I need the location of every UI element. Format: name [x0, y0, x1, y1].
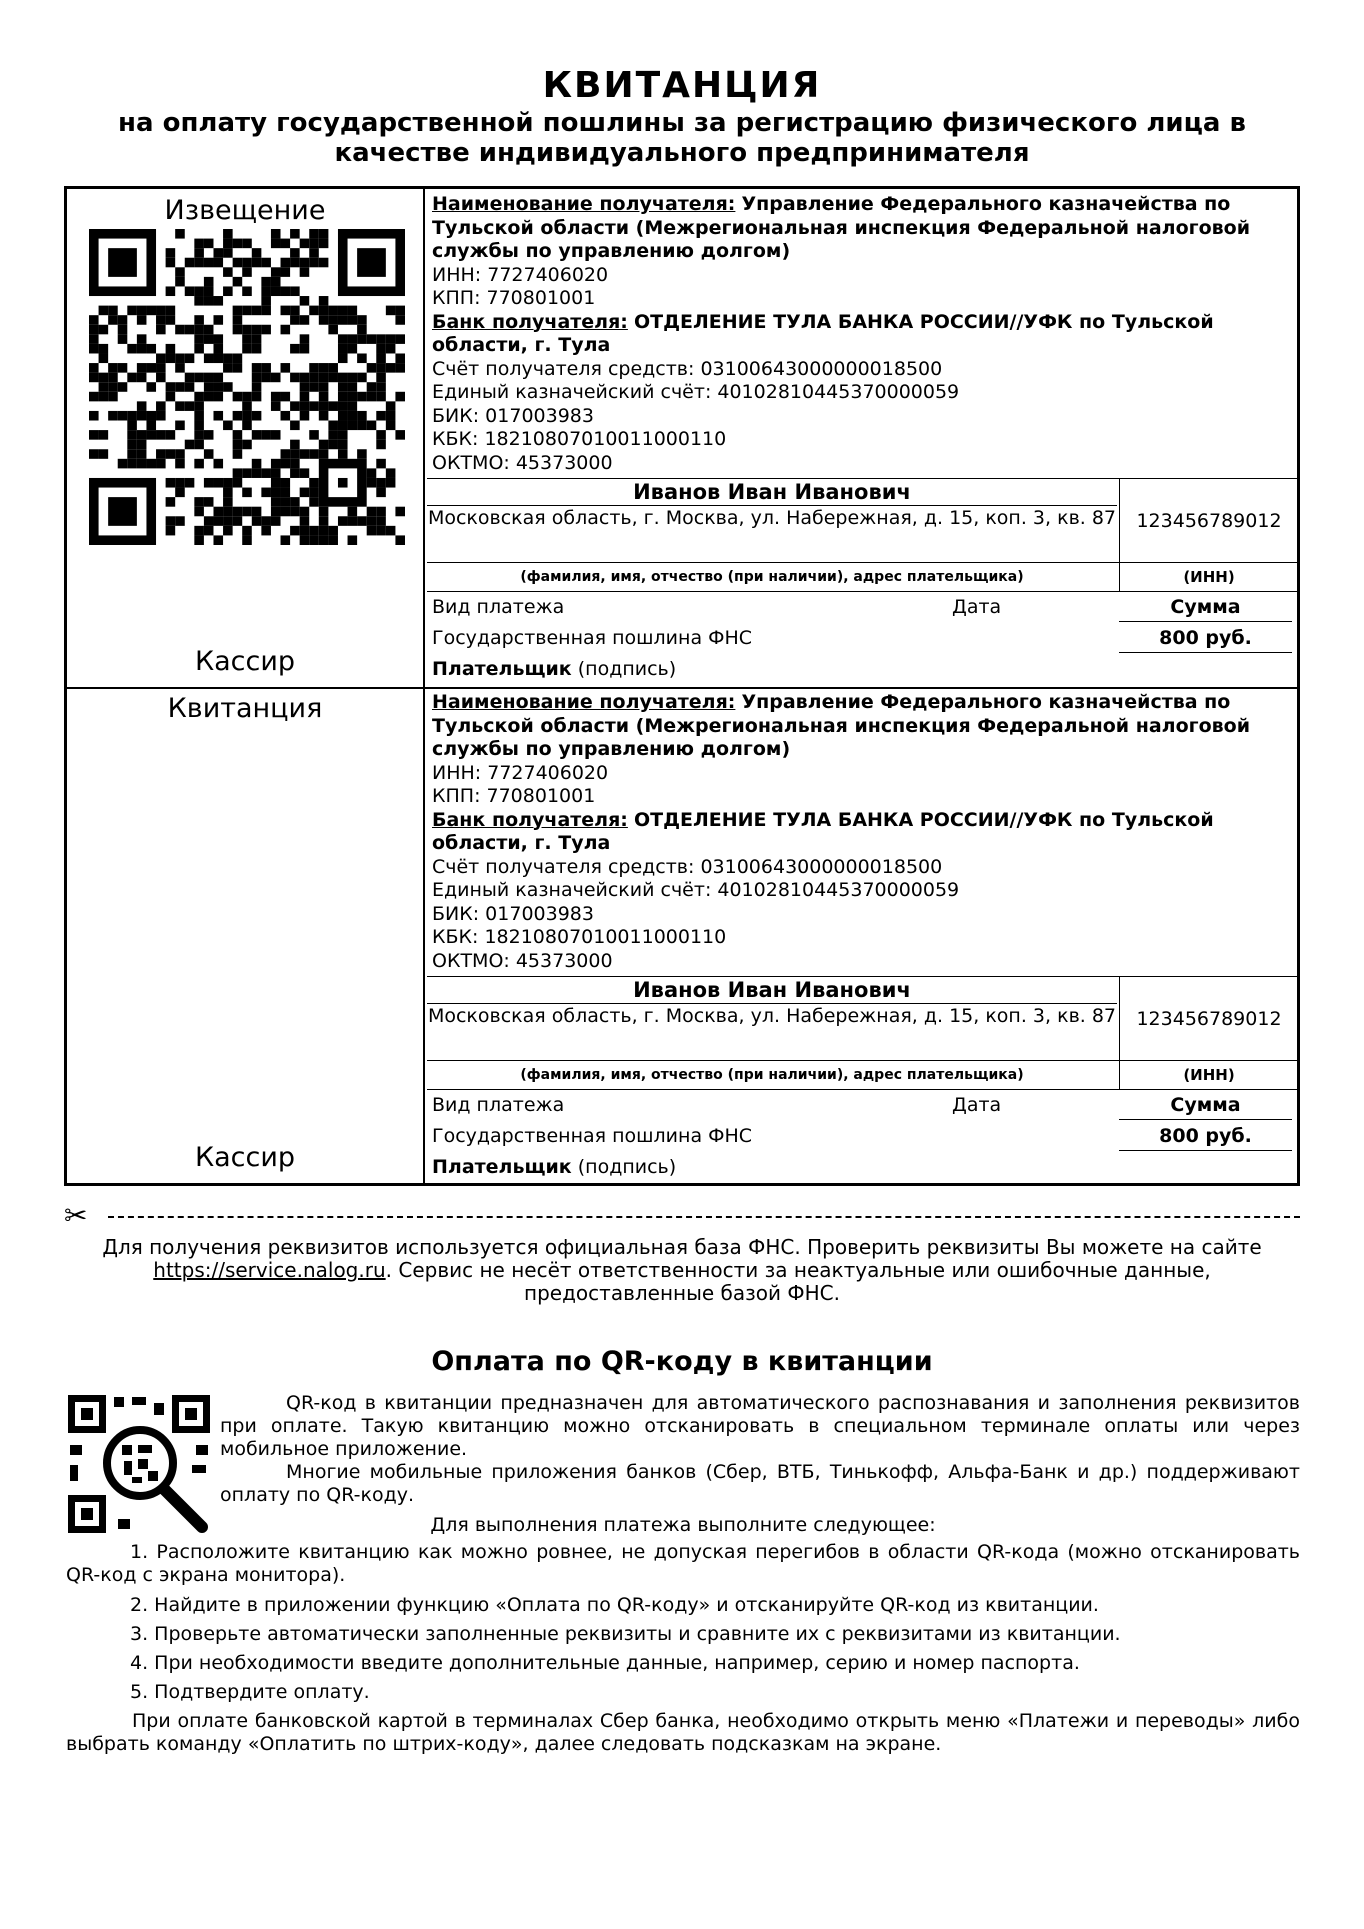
sum-value: 800 руб.	[1159, 627, 1252, 649]
qr-step-4: 4. При необходимости введите дополнительные данные, например, серию и номер паспорта.	[130, 1652, 1080, 1674]
notice-details	[427, 189, 1297, 687]
dashed-line	[108, 1216, 1300, 1218]
qr-p1: QR-код в квитанции предназначен для автоматического распознавания и заполнения реквизитов при оплате. Такую квитанцию можно отсканировать в специальном терминале оплаты или через мобильное приложение.	[220, 1392, 1300, 1460]
recipient-label: Наименование получателя:	[432, 691, 736, 713]
bik-line: БИК: 017003983	[432, 902, 594, 925]
payer-signature	[432, 1155, 676, 1179]
treasury-line: Единый казначейский счёт: 40102810445370000059	[432, 879, 960, 901]
notice-label: Извещение	[164, 195, 326, 226]
bik-line: БИК: 017003983	[432, 404, 594, 427]
payer-block	[427, 976, 1297, 1061]
payer-caption: (фамилия, имя, отчество (при наличии), адрес плательщика)	[520, 569, 1024, 585]
payer-label: Плательщик	[432, 658, 572, 680]
cut-line	[64, 1199, 1300, 1235]
note-text-before: Для получения реквизитов используется официальная база ФНС. Проверить реквизиты Вы можете на сайте	[102, 1235, 1262, 1259]
inn-line: ИНН: 7727406020	[432, 761, 609, 784]
page-title: КВИТАНЦИЯ	[542, 65, 822, 106]
bank-label: Банк получателя:	[432, 808, 628, 831]
qr-paragraph-1	[220, 1392, 1300, 1507]
qr-p2: Многие мобильные приложения банков (Сбер, ВТБ, Тинькофф, Альфа-Банк и др.) поддерживают оплату по QR-коду.	[220, 1461, 1300, 1506]
payer-name: Иванов Иван Иванович	[427, 977, 1117, 1004]
sum-label: Сумма	[1170, 596, 1241, 618]
payment-type-value: Государственная пошлина ФНС	[432, 627, 753, 649]
bank-value: ОТДЕЛЕНИЕ ТУЛА БАНКА РОССИИ//УФК по Тульской области, г. Тула	[432, 808, 1214, 854]
notice-section	[67, 189, 1297, 689]
date-label: Дата	[952, 596, 1002, 618]
sum-divider	[1119, 1119, 1292, 1120]
cashier-label: Кассир	[194, 646, 296, 677]
payment-type-label: Вид платежа	[432, 596, 565, 618]
kbk-line: КБК: 18210807010011000110	[432, 926, 727, 948]
signature-label: (подпись)	[577, 1156, 677, 1178]
payment-type-label: Вид платежа	[432, 1094, 565, 1116]
qr-step-1	[66, 1541, 1300, 1587]
recipient-details	[432, 691, 1292, 973]
payer-signature	[432, 657, 676, 681]
cashier-label: Кассир	[194, 1142, 296, 1173]
nalog-link[interactable]: https://service.nalog.ru	[153, 1258, 386, 1282]
bank-value: ОТДЕЛЕНИЕ ТУЛА БАНКА РОССИИ//УФК по Тульской области, г. Тула	[432, 310, 1214, 356]
qr-p3: Для выполнения платежа выполните следующее:	[430, 1514, 936, 1536]
recipient-value: Управление Федерального казначейства по Тульской области (Межрегиональная инспекция Федеральной налоговой службы по управлению долгом)	[432, 691, 1251, 760]
sum-value: 800 руб.	[1159, 1125, 1252, 1147]
recipient-details	[432, 193, 1292, 475]
sum-underline	[1119, 1150, 1292, 1151]
qr-section-title: Оплата по QR-коду в квитанции	[431, 1346, 933, 1377]
qr-p4-text: При оплате банковской картой в терминалах Сбер банка, необходимо открыть меню «Платежи и переводы» либо выбрать команду «Оплатить по штрих-коду», далее следовать подсказкам на экране.	[66, 1710, 1300, 1755]
payer-address: Московская область, г. Москва, ул. Набережная, д. 15, коп. 3, кв. 87	[427, 507, 1117, 529]
payer-inn: 123456789012	[1119, 479, 1298, 563]
payer-label: Плательщик	[432, 1156, 572, 1178]
step-1-text: 1. Расположите квитанцию как можно ровнее, не допуская перегибов в области QR-кода (можно отсканировать QR-код с экрана монитора).	[66, 1541, 1300, 1586]
scissors-icon: ✂	[64, 1199, 88, 1232]
receipt-label: Квитанция	[167, 693, 323, 724]
kbk-line: КБК: 18210807010011000110	[432, 428, 727, 450]
account-line: Счёт получателя средств: 03100643000000018500	[432, 357, 943, 380]
sum-divider	[1119, 621, 1292, 622]
payer-inn: 123456789012	[1119, 977, 1298, 1061]
oktmo-line: ОКТМО: 45373000	[432, 949, 613, 972]
oktmo-line: ОКТМО: 45373000	[432, 451, 613, 474]
inn-caption: (ИНН)	[1119, 1061, 1298, 1089]
disclaimer-note	[64, 1236, 1300, 1305]
payer-caption: (фамилия, имя, отчество (при наличии), адрес плательщика)	[520, 1067, 1024, 1083]
sum-underline	[1119, 652, 1292, 653]
bank-label: Банк получателя:	[432, 310, 628, 333]
kpp-line: КПП: 770801001	[432, 785, 596, 807]
sum-label: Сумма	[1170, 1094, 1241, 1116]
note-text-after: . Сервис не несёт ответственности за неактуальные или ошибочные данные, предоставленные базой ФНС.	[385, 1258, 1211, 1305]
receipt-left-column	[67, 687, 425, 1183]
payer-name: Иванов Иван Иванович	[427, 479, 1117, 506]
treasury-line: Единый казначейский счёт: 40102810445370000059	[432, 381, 960, 403]
recipient-label: Наименование получателя:	[432, 193, 736, 215]
signature-label: (подпись)	[577, 658, 677, 680]
inn-caption: (ИНН)	[1119, 563, 1298, 591]
date-label: Дата	[952, 1094, 1002, 1116]
qr-step-2: 2. Найдите в приложении функцию «Оплата по QR-коду» и отсканируйте QR-код из квитанции.	[130, 1594, 1099, 1616]
notice-left-column	[67, 189, 425, 687]
receipt-details	[427, 687, 1297, 1183]
payer-captions	[427, 1060, 1297, 1090]
qr-step-3: 3. Проверьте автоматически заполненные реквизиты и сравните их с реквизитами из квитанции.	[130, 1623, 1121, 1645]
page-subtitle: на оплату государственной пошлины за регистрацию физического лица в качестве индивидуального предпринимателя	[118, 108, 1246, 168]
payment-type-value: Государственная пошлина ФНС	[432, 1125, 753, 1147]
qr-step-5: 5. Подтвердите оплату.	[130, 1681, 370, 1703]
inn-line: ИНН: 7727406020	[432, 263, 609, 286]
account-line: Счёт получателя средств: 03100643000000018500	[432, 855, 943, 878]
payer-block	[427, 478, 1297, 563]
payer-address: Московская область, г. Москва, ул. Набережная, д. 15, коп. 3, кв. 87	[427, 1005, 1117, 1027]
recipient-value: Управление Федерального казначейства по Тульской области (Межрегиональная инспекция Федеральной налоговой службы по управлению долгом)	[432, 193, 1251, 262]
payment-form	[64, 186, 1300, 1186]
qr-code-icon	[89, 229, 405, 545]
receipt-section	[67, 687, 1297, 1183]
payer-captions	[427, 562, 1297, 592]
qr-p4	[66, 1710, 1300, 1756]
kpp-line: КПП: 770801001	[432, 287, 596, 309]
